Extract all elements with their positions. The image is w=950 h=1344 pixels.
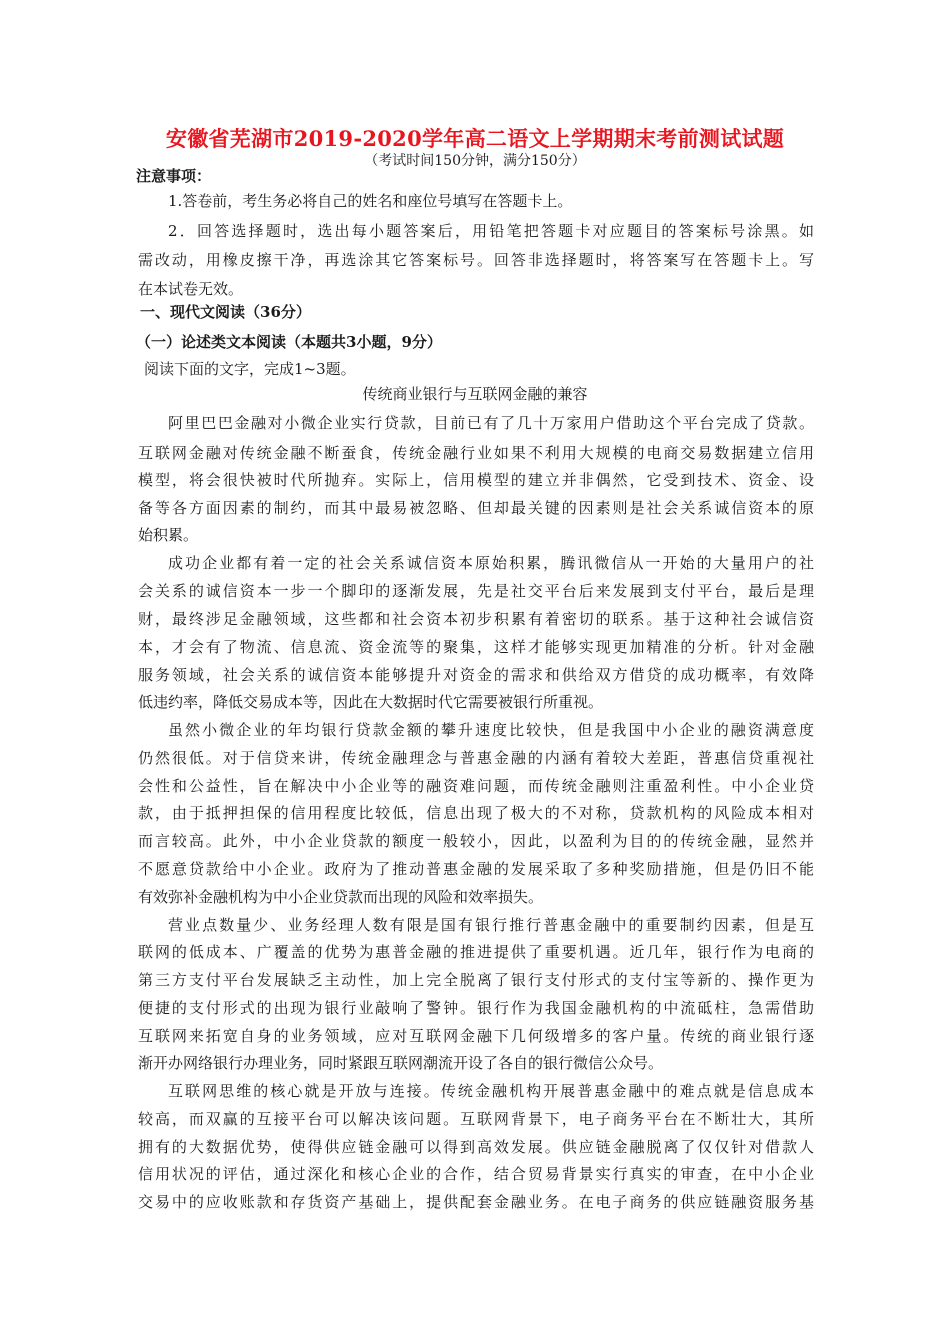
article-line: 模型，将会很快被时代所抛弃。实际上，信用模型的建立并非偶然，它受到技术、资金、设: [138, 471, 814, 489]
article-line: 互联网来拓宽自身的业务领域，应对互联网金融下几何级增多的客户量。传统的商业银行逐: [138, 1027, 814, 1045]
notice-item: 2．回答选择题时，选出每小题答案后，用铅笔把答题卡对应题目的答案标号涂黑。如: [168, 222, 814, 240]
article-line: 会性和公益性，旨在解决中小企业等的融资难问题，而传统金融则注重盈利性。中小企业贷: [138, 777, 814, 795]
article-line: 互联网金融对传统金融不断蚕食，传统金融行业如果不利用大规模的电商交易数据建立信用: [138, 444, 814, 462]
article-line: 渐开办网络银行办理业务，同时紧跟互联网潮流开设了各自的银行微信公众号。: [138, 1054, 664, 1072]
article-line: 有效弥补金融机构为中小企业贷款而出现的风险和效率损失。: [138, 888, 544, 906]
article-line: 互联网思维的核心就是开放与连接。传统金融机构开展普惠金融中的难点就是信息成本: [168, 1082, 814, 1100]
reading-instruction: 阅读下面的文字，完成1~3题。: [144, 360, 356, 378]
article-line: 联网的低成本、广覆盖的优势为惠普金融的推进提供了重要机遇。近几年，银行作为电商的: [138, 943, 814, 961]
article-line: 仍然很低。对于信贷来讲，传统金融理念与普惠金融的内涵有着较大差距，普惠信贷重视社: [138, 749, 814, 767]
article-line: 低违约率，降低交易成本等，因此在大数据时代它需要被银行所重视。: [138, 693, 604, 711]
article-line: 而言较高。此外，中小企业贷款的额度一般较小，因此，以盈利为目的的传统金融，显然并: [138, 832, 814, 850]
notice-heading: 注意事项：: [136, 167, 212, 185]
article-line: 本，才会有了物流、信息流、资金流等的聚集，这样才能够实现更加精准的分析。针对金融: [138, 638, 814, 656]
article-line: 信用状况的评估，通过深化和核心企业的合作，结合贸易背景实行真实的审查，在中小企业: [138, 1165, 814, 1183]
article-line: 虽然小微企业的年均银行贷款金额的攀升速度比较快，但是我国中小企业的融资满意度: [168, 721, 814, 739]
article-title: 传统商业银行与互联网金融的兼容: [362, 385, 588, 403]
article-line: 财，最终涉足金融领域，这些都和社会资本初步积累有着密切的联系。基于这种社会诚信资: [138, 610, 814, 628]
article-line: 便捷的支付形式的出现为银行业敲响了警钟。银行作为我国金融机构的中流砥柱，急需借助: [138, 999, 814, 1017]
article-line: 交易中的应收账款和存货资产基础上，提供配套金融业务。在电子商务的供应链融资服务基: [138, 1193, 814, 1211]
article-line: 不愿意贷款给中小企业。政府为了推动普惠金融的发展采取了多种奖励措施，但是仍旧不能: [138, 860, 814, 878]
notice-item: 1.答卷前，考生务必将自己的姓名和座位号填写在答题卡上。: [168, 192, 573, 210]
article-line: 始积累。: [138, 526, 199, 544]
notice-item: 在本试卷无效。: [138, 280, 244, 298]
section-heading: 一、现代文阅读（36分）: [140, 303, 311, 321]
article-line: 会关系的诚信资本一步一个脚印的逐渐发展，先是社交平台后来发展到支付平台，最后是理: [138, 582, 814, 600]
article-line: 营业点数量少、业务经理人数有限是国有银行推行普惠金融中的重要制约因素，但是互: [168, 916, 814, 934]
subsection-heading: （一）论述类文本阅读（本题共3小题，9分）: [136, 333, 442, 351]
article-line: 成功企业都有着一定的社会关系诚信资本原始积累，腾讯微信从一开始的大量用户的社: [168, 554, 814, 572]
article-line: 款，由于抵押担保的信用程度比较低，信息出现了极大的不对称，贷款机构的风险成本相对: [138, 804, 814, 822]
article-line: 备等各方面因素的制约，而其中最易被忽略、但却最关键的因素则是社会关系诚信资本的原: [138, 499, 814, 517]
article-line: 服务领域，社会关系的诚信资本能够提升对资金的需求和供给双方借贷的成功概率，有效降: [138, 666, 814, 684]
article-line: 阿里巴巴金融对小微企业实行贷款，目前已有了几十万家用户借助这个平台完成了贷款。: [168, 414, 814, 432]
document-title: 安徽省芜湖市2019-2020学年高二语文上学期期末考前测试试题: [165, 126, 785, 151]
article-line: 较高，而双赢的互接平台可以解决该问题。互联网背景下，电子商务平台在不断壮大，其所: [138, 1110, 814, 1128]
notice-item: 需改动，用橡皮擦干净，再选涂其它答案标号。回答非选择题时，将答案写在答题卡上。写: [138, 251, 814, 269]
exam-info: （考试时间150分钟，满分150分）: [364, 153, 586, 169]
article-line: 拥有的大数据优势，使得供应链金融可以得到高效发展。供应链金融脱离了仅仅针对借款人: [138, 1138, 814, 1156]
article-line: 第三方支付平台发展缺乏主动性，加上完全脱离了银行支付形式的支付宝等新的、操作更为: [138, 971, 814, 989]
